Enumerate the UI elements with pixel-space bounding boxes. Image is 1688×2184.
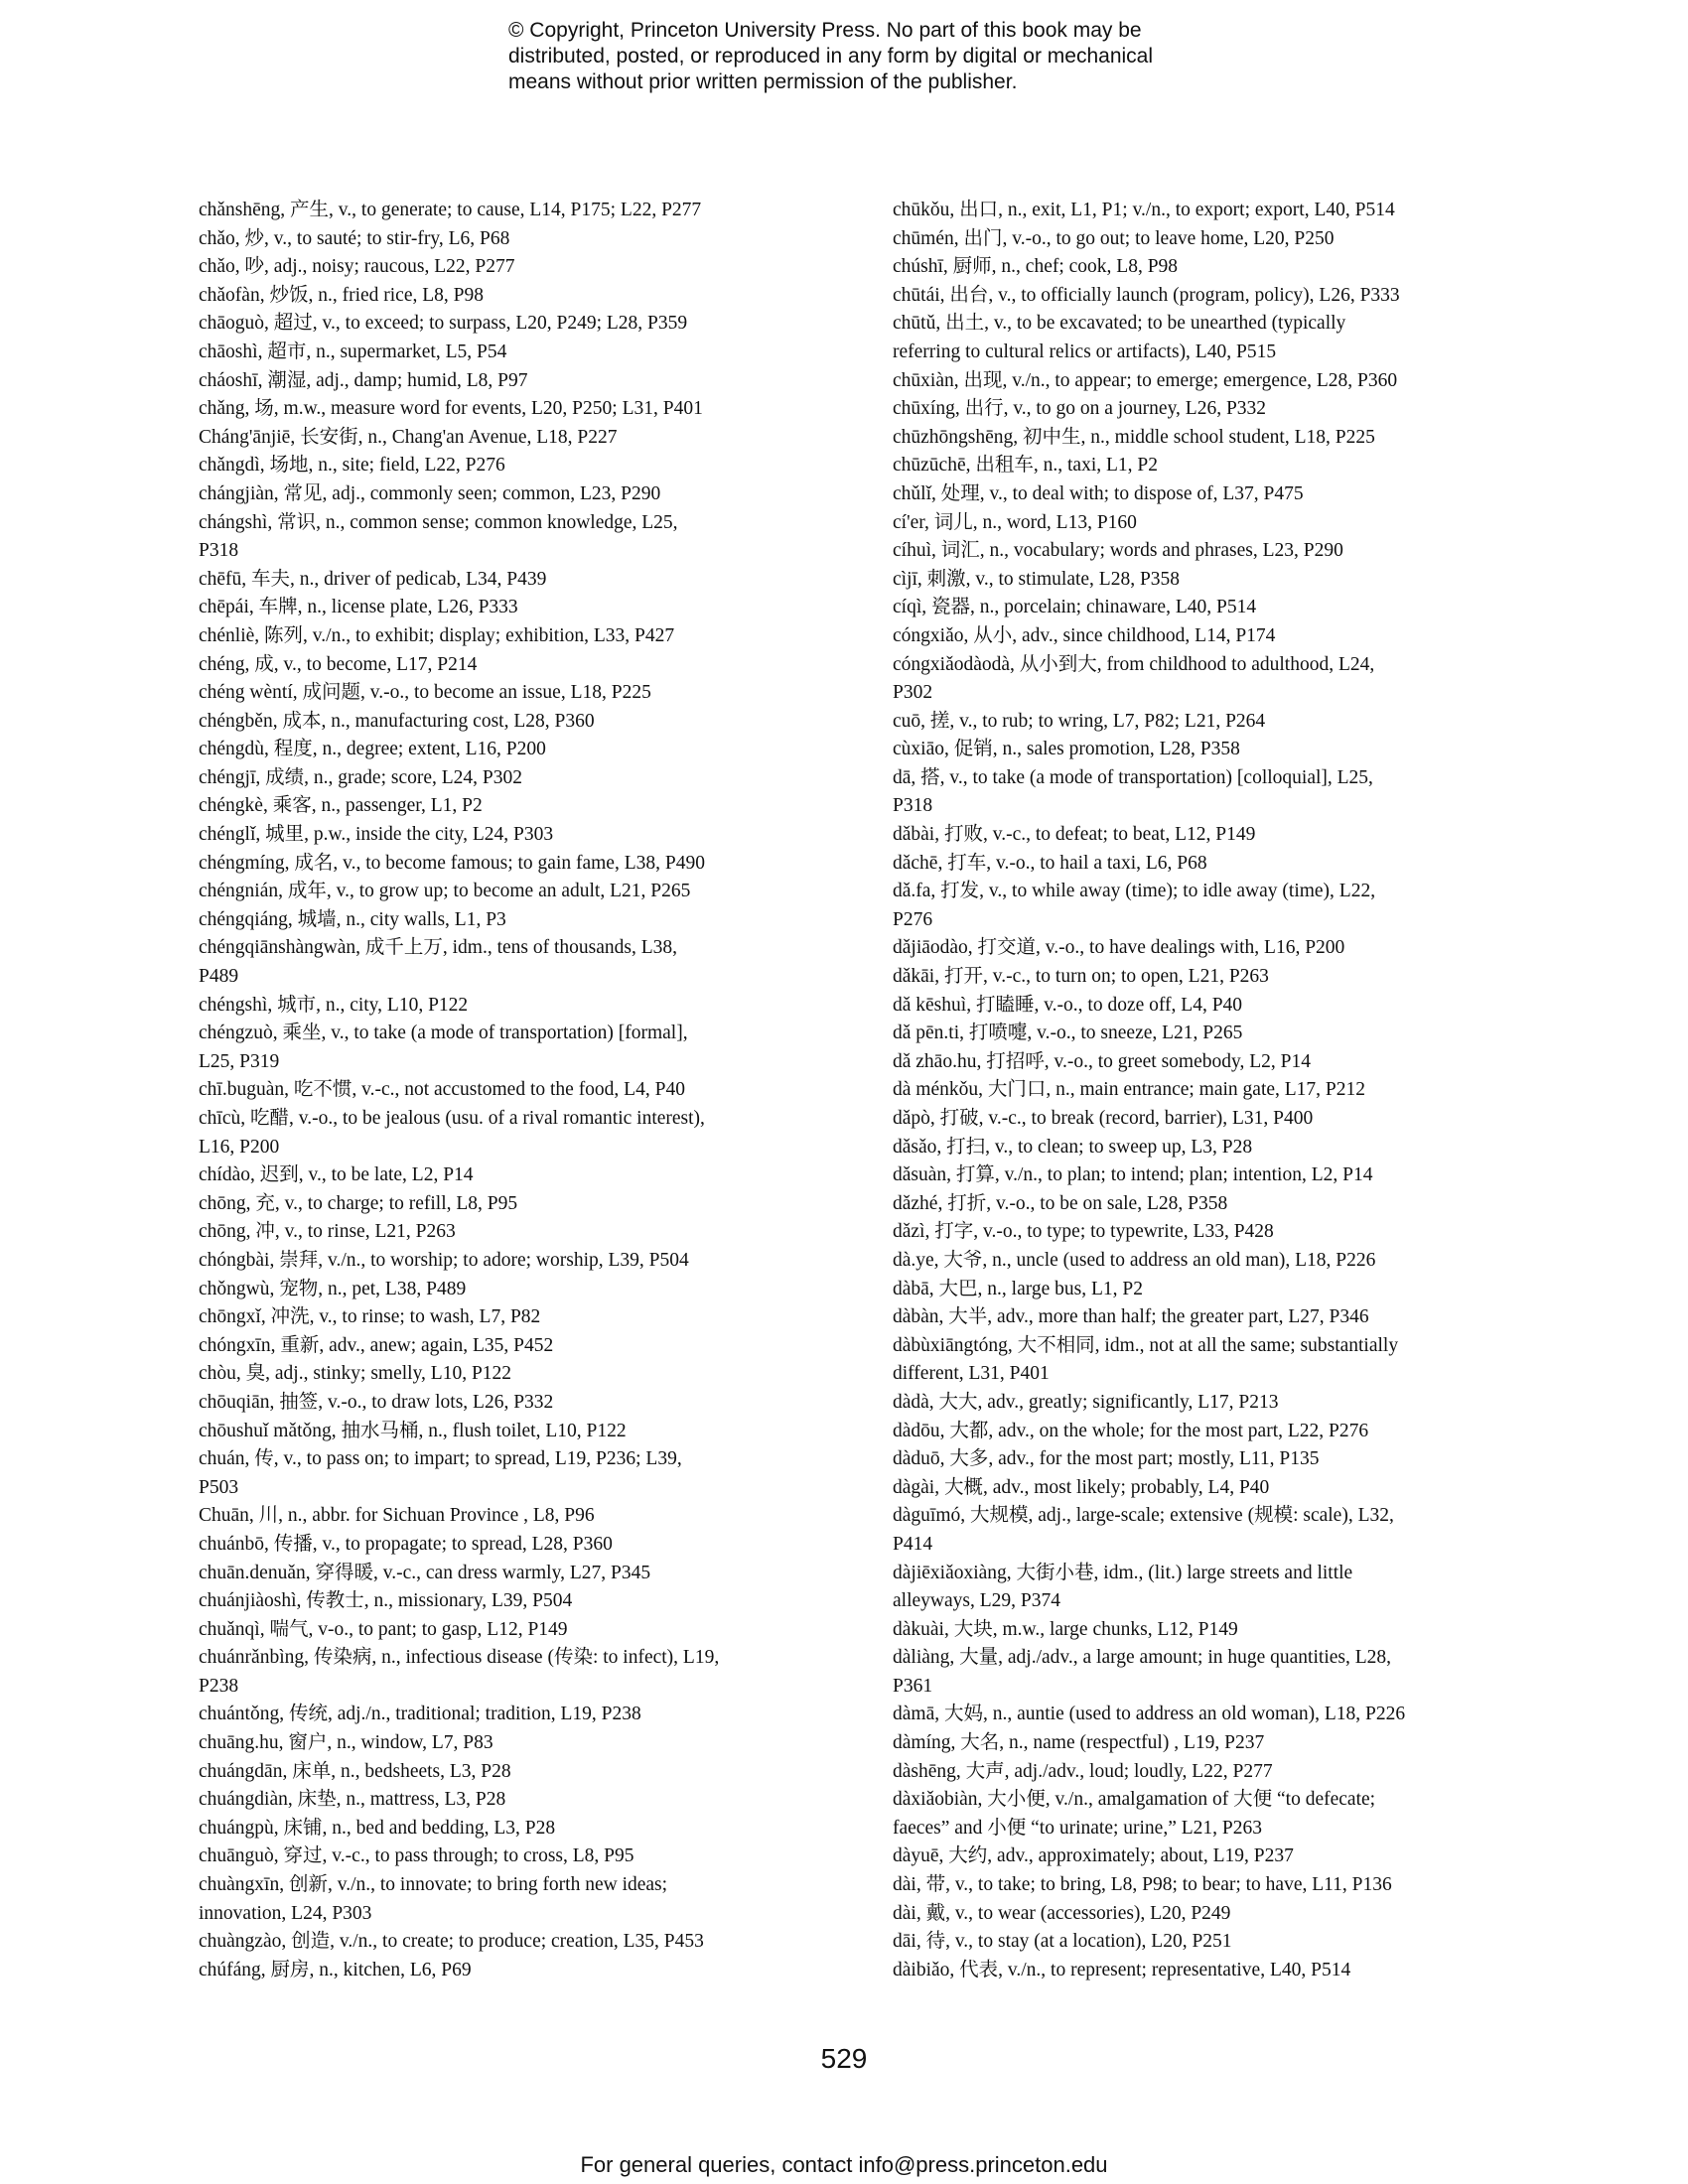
glossary-entry: chūtái, 出台, v., to officially launch (program, policy), L26, P333 xyxy=(893,284,1400,306)
glossary-entry: cuō, 搓, v., to rub; to wring, L7, P82; L21, P264 xyxy=(893,710,1266,732)
glossary-entry: chǔlǐ, 处理, v., to deal with; to dispose of, L37, P475 xyxy=(893,482,1304,504)
glossary-entry: dǎ pēn.ti, 打喷嚏, v.-o., to sneeze, L21, P265 xyxy=(893,1023,1243,1044)
footer-contact: For general queries, contact info@press.princeton.edu xyxy=(580,2152,1108,2177)
glossary-entry: dǎbài, 打败, v.-c., to defeat; to beat, L12, P149 xyxy=(893,824,1256,846)
glossary-entry: chéngkè, 乘客, n., passenger, L1, P2 xyxy=(199,795,483,817)
copyright-line: © Copyright, Princeton University Press. No part of this book may be xyxy=(508,19,1142,42)
glossary-entry: chōngxǐ, 冲洗, v., to rinse; to wash, L7, P82 xyxy=(199,1306,541,1328)
glossary-entry: chǎngdì, 场地, n., site; field, L22, P276 xyxy=(199,455,505,477)
glossary-entry: chǎng, 场, m.w., measure word for events, L20, P250; L31, P401 xyxy=(199,398,703,420)
glossary-entry: chuānguò, 穿过, v.-c., to pass through; to cross, L8, P95 xyxy=(199,1845,634,1867)
glossary-entry: dàyuē, 大约, adv., approximately; about, L19, P237 xyxy=(893,1845,1294,1867)
glossary-entry: chǎo, 炒, v., to sauté; to stir-fry, L6, P68 xyxy=(199,227,510,249)
glossary-entry: dàjiēxiǎoxiàng, 大街小巷, idm., (lit.) large streets and little alleyways, L29, P374 xyxy=(893,1562,1353,1612)
glossary-entry: chǎofàn, 炒饭, n., fried rice, L8, P98 xyxy=(199,284,484,306)
glossary-entry: chuān.denuǎn, 穿得暖, v.-c., can dress warmly, L27, P345 xyxy=(199,1562,651,1583)
glossary-entry: chéngběn, 成本, n., manufacturing cost, L28, P360 xyxy=(199,710,595,732)
glossary-entry: dǎjiāodào, 打交道, v.-o., to have dealings with, L16, P200 xyxy=(893,937,1345,959)
glossary-entry: dāi, 待, v., to stay (at a location), L20, P251 xyxy=(893,1931,1232,1953)
glossary-entry: dài, 带, v., to take; to bring, L8, P98; to bear; to have, L11, P136 xyxy=(893,1874,1392,1896)
glossary-entry: chéngqiáng, 城墙, n., city walls, L1, P3 xyxy=(199,908,506,930)
glossary-entry: dàliàng, 大量, adj./adv., a large amount; in huge quantities, L28, P361 xyxy=(893,1647,1392,1697)
glossary-entry: chénglǐ, 城里, p.w., inside the city, L24, P303 xyxy=(199,824,554,846)
glossary-entry: chūxíng, 出行, v., to go on a journey, L26, P332 xyxy=(893,398,1267,420)
glossary-entry: chéngnián, 成年, v., to grow up; to become an adult, L21, P265 xyxy=(199,881,691,902)
glossary-entry: chāoshì, 超市, n., supermarket, L5, P54 xyxy=(199,341,507,362)
glossary-entry: chéngshì, 城市, n., city, L10, P122 xyxy=(199,994,469,1016)
glossary-entry: chǎo, 吵, adj., noisy; raucous, L22, P277 xyxy=(199,256,515,278)
glossary-entry: chuángdiàn, 床垫, n., mattress, L3, P28 xyxy=(199,1789,506,1811)
glossary-entry: chōushuǐ mǎtǒng, 抽水马桶, n., flush toilet, L10, P122 xyxy=(199,1420,627,1441)
glossary-entry: Cháng'ānjiē, 长安街, n., Chang'an Avenue, L18, P227 xyxy=(199,426,618,448)
glossary-left-column xyxy=(199,197,914,1984)
glossary-entry: dǎzì, 打字, v.-o., to type; to typewrite, L33, P428 xyxy=(893,1221,1274,1243)
copyright-notice xyxy=(508,18,1263,95)
glossary-entry: chóngxīn, 重新, adv., anew; again, L35, P452 xyxy=(199,1334,554,1356)
glossary-entry: dàduō, 大多, adv., for the most part; mostly, L11, P135 xyxy=(893,1448,1320,1470)
page-number: 529 xyxy=(820,2043,868,2074)
glossary-entry: chōng, 充, v., to charge; to refill, L8, P95 xyxy=(199,1192,518,1214)
glossary-entry: chúshī, 厨师, n., chef; cook, L8, P98 xyxy=(893,256,1179,278)
glossary-entry: dàguīmó, 大规模, adj., large-scale; extensive (规模: scale), L32, P414 xyxy=(893,1505,1394,1555)
glossary-entry: dàbùxiāngtóng, 大不相同, idm., not at all the same; substantially different, L31, P401 xyxy=(893,1334,1399,1385)
glossary-entry: chéngqiānshàngwàn, 成千上万, idm., tens of thousands, L38, P489 xyxy=(199,937,678,988)
glossary-entry: chāoguò, 超过, v., to exceed; to surpass, L20, P249; L28, P359 xyxy=(199,313,688,335)
glossary-entry: chōuqiān, 抽签, v.-o., to draw lots, L26, P332 xyxy=(199,1391,554,1413)
glossary-entry: dà ménkǒu, 大门口, n., main entrance; main gate, L17, P212 xyxy=(893,1079,1366,1101)
glossary-entry: chǎnshēng, 产生, v., to generate; to cause, L14, P175; L22, P277 xyxy=(199,200,702,220)
glossary-entry: chuāng.hu, 窗户, n., window, L7, P83 xyxy=(199,1732,493,1754)
glossary-entry: chòu, 臭, adj., stinky; smelly, L10, P122 xyxy=(199,1363,512,1385)
glossary-entry: dǎpò, 打破, v.-c., to break (record, barrier), L31, P400 xyxy=(893,1108,1314,1129)
glossary-entry: chuánrǎnbìng, 传染病, n., infectious disease (传染: to infect), L19, P238 xyxy=(199,1647,720,1697)
copyright-line: means without prior written permission of the publisher. xyxy=(508,70,1018,93)
glossary-entry: chéngmíng, 成名, v., to become famous; to gain fame, L38, P490 xyxy=(199,852,705,874)
glossary-entry: chī.buguàn, 吃不惯, v.-c., not accustomed to the food, L4, P40 xyxy=(199,1079,685,1101)
glossary-entry: dàkuài, 大块, m.w., large chunks, L12, P149 xyxy=(893,1618,1238,1640)
glossary-entry: dǎ.fa, 打发, v., to while away (time); to idle away (time), L22, P276 xyxy=(893,881,1376,930)
glossary-entry: chūmén, 出门, v.-o., to go out; to leave home, L20, P250 xyxy=(893,227,1335,249)
glossary-right-column xyxy=(893,197,1488,1984)
glossary-entry: chuánjiàoshì, 传教士, n., missionary, L39, P504 xyxy=(199,1590,573,1612)
glossary-entry: chéngdù, 程度, n., degree; extent, L16, P200 xyxy=(199,739,546,760)
glossary-entry: chūkǒu, 出口, n., exit, L1, P1; v./n., to export; export, L40, P514 xyxy=(893,200,1395,220)
glossary-entry: dàbàn, 大半, adv., more than half; the greater part, L27, P346 xyxy=(893,1306,1369,1328)
glossary-entry: cóngxiǎo, 从小, adv., since childhood, L14, P174 xyxy=(893,624,1276,646)
glossary-entry: chuàngzào, 创造, v./n., to create; to produce; creation, L35, P453 xyxy=(199,1931,704,1953)
glossary-entry: dàbā, 大巴, n., large bus, L1, P2 xyxy=(893,1278,1144,1299)
glossary-entry: chóngbài, 崇拜, v./n., to worship; to adore; worship, L39, P504 xyxy=(199,1249,689,1271)
glossary-entry: cóngxiǎodàodà, 从小到大, from childhood to adulthood, L24, P302 xyxy=(893,653,1375,704)
glossary-entry: cí'er, 词儿, n., word, L13, P160 xyxy=(893,511,1137,533)
glossary-entry: chéngzuò, 乘坐, v., to take (a mode of transportation) [formal], L25, P319 xyxy=(199,1023,688,1072)
glossary-entry: chēpái, 车牌, n., license plate, L26, P333 xyxy=(199,597,518,618)
glossary-entry: dàmíng, 大名, n., name (respectful) , L19, P237 xyxy=(893,1732,1265,1754)
glossary-entry: cìjī, 刺激, v., to stimulate, L28, P358 xyxy=(893,568,1181,590)
glossary-entry: chūtǔ, 出土, v., to be excavated; to be unearthed (typically referring to cultural relics or artifacts), L40, P515 xyxy=(893,313,1346,362)
glossary-entry: cùxiāo, 促销, n., sales promotion, L28, P358 xyxy=(893,739,1240,760)
glossary-entry: chuàngxīn, 创新, v./n., to innovate; to bring forth new ideas; innovation, L24, P303 xyxy=(199,1874,668,1924)
glossary-entry: chuán, 传, v., to pass on; to impart; to spread, L19, P236; L39, P503 xyxy=(199,1448,682,1498)
glossary-entry: dǎsǎo, 打扫, v., to clean; to sweep up, L3, P28 xyxy=(893,1136,1253,1158)
glossary-entry: chuǎnqì, 喘气, v-o., to pant; to gasp, L12, P149 xyxy=(199,1618,568,1640)
glossary-entry: chōng, 冲, v., to rinse, L21, P263 xyxy=(199,1221,456,1243)
glossary-entry: chídào, 迟到, v., to be late, L2, P14 xyxy=(199,1164,474,1186)
glossary-entry: Chuān, 川, n., abbr. for Sichuan Province , L8, P96 xyxy=(199,1505,595,1527)
copyright-line: distributed, posted, or reproduced in any form by digital or mechanical xyxy=(508,45,1154,68)
glossary-entry: chuántǒng, 传统, adj./n., traditional; tradition, L19, P238 xyxy=(199,1704,641,1725)
glossary-entry: chéngjī, 成绩, n., grade; score, L24, P302 xyxy=(199,766,523,788)
glossary-entry: chīcù, 吃醋, v.-o., to be jealous (usu. of a rival romantic interest), L16, P200 xyxy=(199,1108,705,1158)
glossary-entry: chuángpù, 床铺, n., bed and bedding, L3, P28 xyxy=(199,1817,556,1839)
glossary-entry: chéng wèntí, 成问题, v.-o., to become an issue, L18, P225 xyxy=(199,682,651,704)
glossary-entry: cíqì, 瓷器, n., porcelain; chinaware, L40, P514 xyxy=(893,597,1257,618)
glossary-entry: dǎsuàn, 打算, v./n., to plan; to intend; plan; intention, L2, P14 xyxy=(893,1164,1373,1186)
glossary-entry: dǎkāi, 打开, v.-c., to turn on; to open, L21, P263 xyxy=(893,966,1269,988)
glossary-entry: dài, 戴, v., to wear (accessories), L20, P249 xyxy=(893,1902,1231,1924)
glossary-entry: dàmā, 大妈, n., auntie (used to address an old woman), L18, P226 xyxy=(893,1704,1406,1725)
glossary-entry: chúfáng, 厨房, n., kitchen, L6, P69 xyxy=(199,1959,472,1980)
glossary-entry: chūxiàn, 出现, v./n., to appear; to emerge; emergence, L28, P360 xyxy=(893,369,1398,391)
glossary-entry: cháoshī, 潮湿, adj., damp; humid, L8, P97 xyxy=(199,369,528,391)
glossary-entry: dàibiǎo, 代表, v./n., to represent; representative, L40, P514 xyxy=(893,1959,1351,1980)
glossary-entry: dà.ye, 大爷, n., uncle (used to address an old man), L18, P226 xyxy=(893,1249,1376,1271)
glossary-entry: chángshì, 常识, n., common sense; common knowledge, L25, P318 xyxy=(199,511,678,562)
glossary-entry: chuánbō, 传播, v., to propagate; to spread, L28, P360 xyxy=(199,1533,613,1555)
glossary-entry: chuángdān, 床单, n., bedsheets, L3, P28 xyxy=(199,1760,511,1782)
glossary-entry: dǎchē, 打车, v.-o., to hail a taxi, L6, P68 xyxy=(893,852,1207,874)
glossary-entry: dā, 搭, v., to take (a mode of transportation) [colloquial], L25, P318 xyxy=(893,766,1373,817)
glossary-entry: chénliè, 陈列, v./n., to exhibit; display; exhibition, L33, P427 xyxy=(199,624,675,646)
glossary-entry: chángjiàn, 常见, adj., commonly seen; common, L23, P290 xyxy=(199,482,661,504)
glossary-entry: chēfū, 车夫, n., driver of pedicab, L34, P439 xyxy=(199,568,547,590)
glossary-entry: dàgài, 大概, adv., most likely; probably, L4, P40 xyxy=(893,1476,1270,1498)
glossary-entry: dàdà, 大大, adv., greatly; significantly, L17, P213 xyxy=(893,1391,1279,1413)
glossary-entry: dǎzhé, 打折, v.-o., to be on sale, L28, P358 xyxy=(893,1192,1228,1214)
glossary-entry: cíhuì, 词汇, n., vocabulary; words and phrases, L23, P290 xyxy=(893,540,1343,562)
glossary-entry: dàdōu, 大都, adv., on the whole; for the most part, L22, P276 xyxy=(893,1420,1369,1441)
glossary-entry: dǎ zhāo.hu, 打招呼, v.-o., to greet somebody, L2, P14 xyxy=(893,1050,1311,1072)
glossary-entry: chūzūchē, 出租车, n., taxi, L1, P2 xyxy=(893,455,1158,477)
glossary-entry: dàxiǎobiàn, 大小便, v./n., amalgamation of 大便 “to defecate; faeces” and 小便 “to urinate; urine,” L21, P263 xyxy=(893,1789,1376,1839)
glossary-entry: dǎ kēshuì, 打瞌睡, v.-o., to doze off, L4, P40 xyxy=(893,994,1243,1016)
glossary-entry: chǒngwù, 宠物, n., pet, L38, P489 xyxy=(199,1278,467,1299)
glossary-entry: chūzhōngshēng, 初中生, n., middle school student, L18, P225 xyxy=(893,426,1375,448)
glossary-entry: chéng, 成, v., to become, L17, P214 xyxy=(199,653,478,675)
glossary-entry: dàshēng, 大声, adj./adv., loud; loudly, L22, P277 xyxy=(893,1760,1273,1782)
